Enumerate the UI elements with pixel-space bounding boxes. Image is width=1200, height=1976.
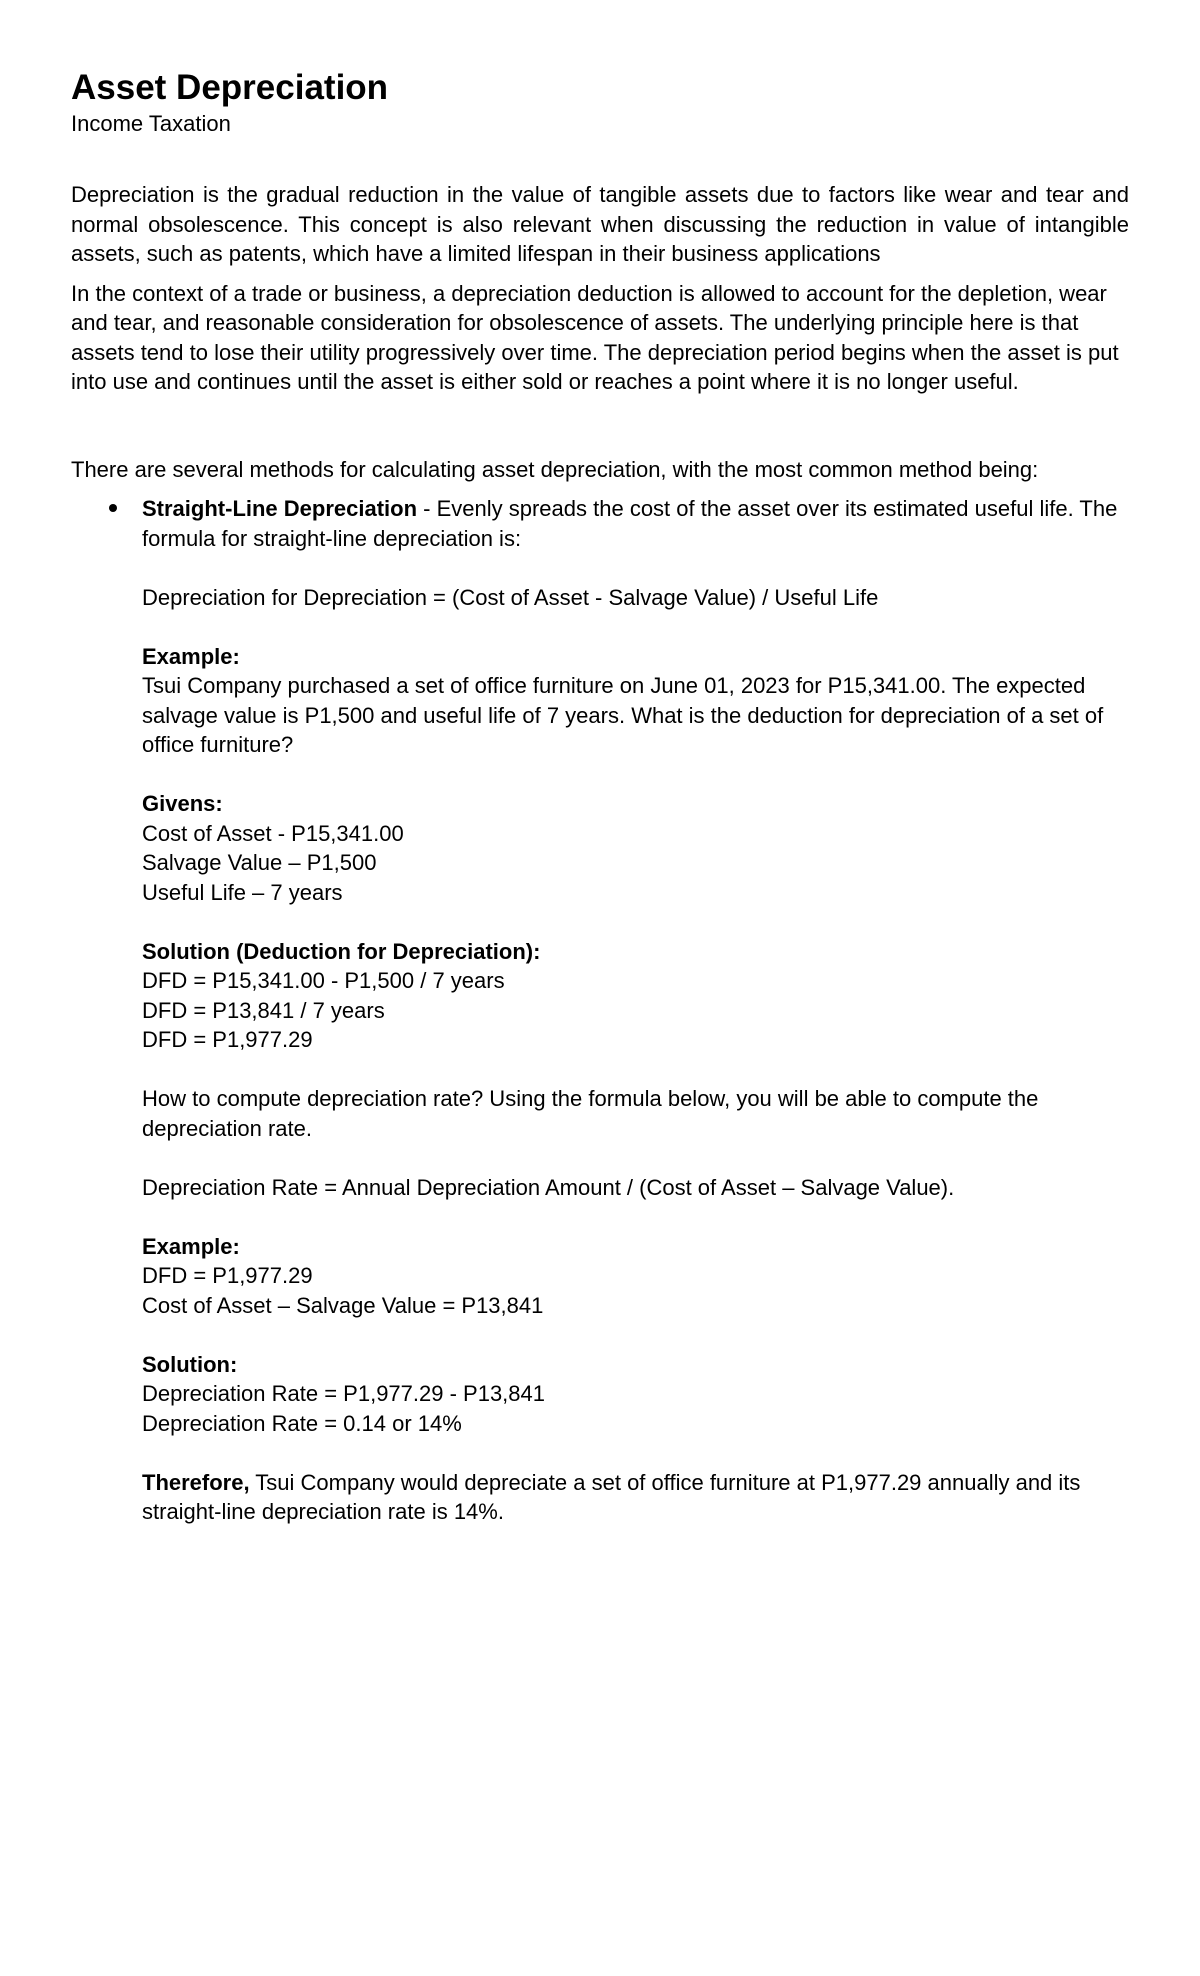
solution-heading: Solution (Deduction for Depreciation):: [142, 938, 541, 964]
method-desc-text: - Evenly spreads the cost of the asset over its estimated useful life. The formula for straight-line depreciation is:: [142, 496, 1118, 551]
page-subtitle: Income Taxation: [71, 111, 231, 136]
list-item-straight-line: [142, 494, 1142, 1527]
solution2-heading: Solution:: [142, 1351, 238, 1377]
solution-line: DFD = P13,841 / 7 years: [142, 997, 385, 1023]
method-name: Straight-Line Depreciation: [142, 496, 418, 521]
example-text: Tsui Company purchased a set of office furniture on June 01, 2023 for P15,341.00. The expected salvage value is P1,500 and useful life of 7 years. What is the deduction for depreciation of a set of office furniture?: [142, 673, 1104, 757]
methods-intro: There are several methods for calculating asset depreciation, with the most common method being:: [71, 456, 1039, 482]
given-line: Cost of Asset - P15,341.00: [142, 820, 404, 846]
givens-heading: Givens:: [142, 791, 223, 816]
methods-list: [71, 494, 1142, 1527]
solution-line: DFD = P15,341.00 - P1,500 / 7 years: [142, 968, 505, 993]
intro-paragraph: Depreciation is the gradual reduction in the value of tangible assets due to factors like wear and tear and normal obsolescence. This concept is also relevant when discussing the reduction in value of intangible assets, such as patents, which have a limited lifespan in their business applications: [71, 182, 1129, 266]
given-line: Salvage Value – P1,500: [142, 850, 377, 875]
solution2-line: Depreciation Rate = 0.14 or 14%: [142, 1410, 462, 1436]
page-title: Asset Depreciation: [71, 68, 389, 107]
given-line: Useful Life – 7 years: [142, 879, 343, 905]
therefore-label: Therefore,: [142, 1469, 250, 1495]
rate-question: How to compute depreciation rate? Using the formula below, you will be able to compute the depreciation rate.: [142, 1086, 1039, 1141]
rate-formula: Depreciation Rate = Annual Depreciation Amount / (Cost of Asset – Salvage Value).: [142, 1174, 955, 1200]
example-heading: Example:: [142, 643, 240, 669]
conclusion: [142, 1468, 1142, 1527]
context-paragraph: In the context of a trade or business, a depreciation deduction is allowed to account for the depletion, wear and tear, and reasonable consideration for obsolescence of assets. The underlying principle here is that assets tend to lose their utility progressively over time. The depreciation period begins when the asset is put into use and continues until the asset is either sold or reaches a point where it is no longer useful.: [71, 280, 1119, 394]
example2-line: Cost of Asset – Salvage Value = P13,841: [142, 1292, 544, 1318]
bullet-icon: [109, 504, 117, 512]
method-description: [142, 494, 1142, 553]
therefore-text: Tsui Company would depreciate a set of office furniture at P1,977.29 annually and its straight-line depreciation rate is 14%.: [142, 1469, 1081, 1524]
solution-line: DFD = P1,977.29: [142, 1027, 313, 1052]
solution2-line: Depreciation Rate = P1,977.29 - P13,841: [142, 1381, 545, 1406]
method-formula: Depreciation for Depreciation = (Cost of Asset - Salvage Value) / Useful Life: [142, 584, 879, 610]
document-page: [71, 66, 1129, 1527]
example2-heading: Example:: [142, 1233, 240, 1259]
example2-line: DFD = P1,977.29: [142, 1263, 313, 1288]
